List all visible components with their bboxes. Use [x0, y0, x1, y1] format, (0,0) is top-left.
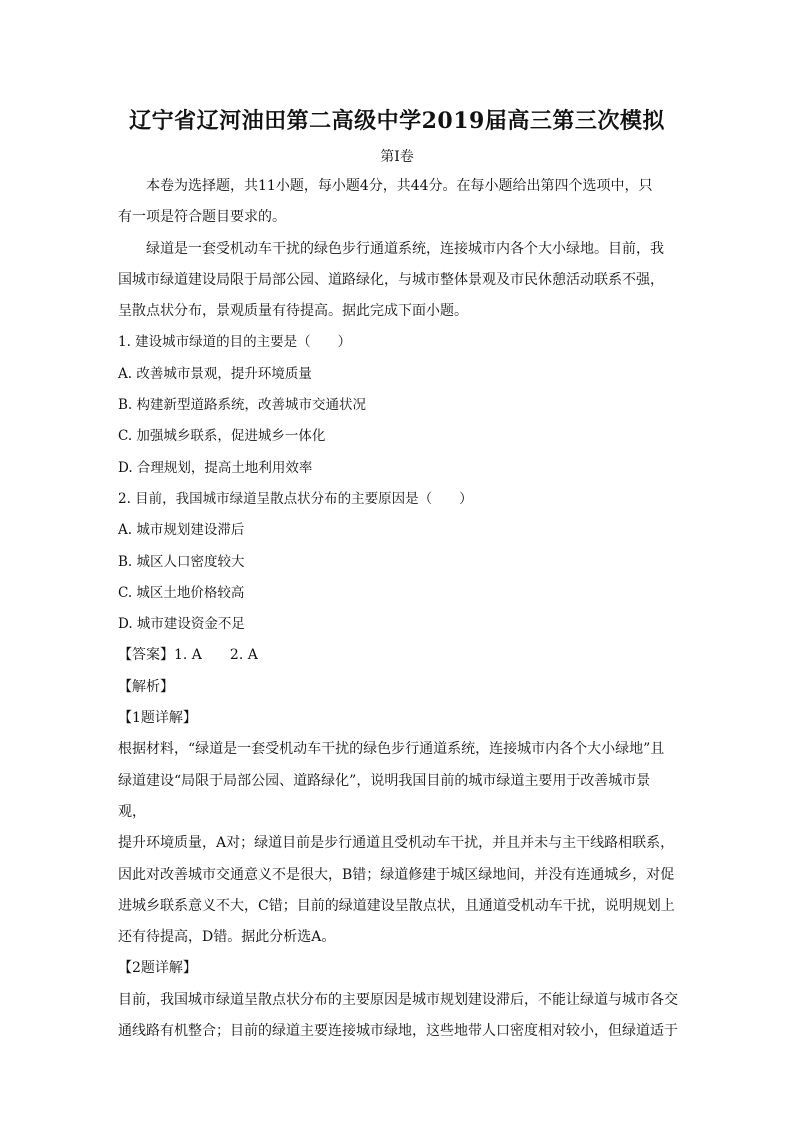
question-1-option-c: C. 加强城乡联系，促进城乡一体化 — [118, 428, 326, 445]
passage-line: 绿道是一套受机动车干扰的绿色步行通道系统，连接城市内各个大小绿地。目前，我 — [146, 240, 664, 257]
detail-1-line: 进城乡联系意义不大，C错；目前的绿道建设呈散点状，且通道受机动车干扰，说明规划上 — [118, 897, 675, 914]
detail-1-line: 因此对改善城市交通意义不是很大，B错；绿道修建于城区绿地间，并没有连通城乡，对促 — [118, 866, 675, 883]
section-label: 第Ⅰ卷 — [380, 149, 414, 165]
question-2-option-b: B. 城区人口密度较大 — [118, 553, 245, 570]
detail-2-line: 通线路有机整合；目前的绿道主要连接城市绿地，这些地带人口密度相对较小，但绿道适于 — [118, 1023, 678, 1040]
question-1-option-d: D. 合理规划，提高土地利用效率 — [118, 459, 313, 476]
question-1-stem: 1. 建设城市绿道的目的主要是（ ） — [118, 334, 352, 351]
detail-2-line: 目前，我国城市绿道呈散点状分布的主要原因是城市规划建设滞后，不能让绿道与城市各交 — [118, 991, 678, 1008]
detail-2-label: 【2题详解】 — [118, 960, 197, 977]
passage-line: 呈散点状分布，景观质量有待提高。据此完成下面小题。 — [118, 303, 468, 320]
intro-line: 本卷为选择题，共11小题，每小题4分，共44分。在每小题给出第四个选项中，只 — [146, 178, 653, 194]
intro-line: 有一项是符合题目要求的。 — [118, 209, 286, 226]
question-2-stem: 2. 目前，我国城市绿道呈散点状分布的主要原因是（ ） — [118, 490, 473, 507]
question-2-option-a: A. 城市规划建设滞后 — [118, 522, 245, 539]
answer-line — [118, 640, 678, 671]
detail-1-label: 【1题详解】 — [118, 710, 197, 727]
question-1-option-a: A. 改善城市景观，提升环境质量 — [118, 365, 312, 382]
question-2-option-d: D. 城市建设资金不足 — [118, 616, 245, 633]
question-2-option-c: C. 城区土地价格较高 — [118, 584, 245, 601]
detail-1-line: 绿道建设“局限于局部公园、道路绿化”，说明我国目前的城市绿道主要用于改善城市景观， — [118, 772, 651, 820]
analysis-label: 【解析】 — [118, 678, 174, 695]
document-title: 辽宁省辽河油田第二高级中学2019届高三第三次模拟 — [129, 108, 665, 134]
question-1-option-b: B. 构建新型道路系统，改善城市交通状况 — [118, 397, 367, 414]
answer-2: 2. A — [229, 647, 258, 664]
detail-1-line: 还有待提高，D错。据此分析选A。 — [118, 929, 336, 946]
answer-label: 【答案】 — [118, 647, 174, 664]
passage-line: 国城市绿道建设局限于局部公园、道路绿化，与城市整体景观及市民休憩活动联系不强， — [118, 271, 664, 288]
detail-1-line: 根据材料，“绿道是一套受机动车干扰的绿色步行通道系统，连接城市内各个大小绿地”且 — [118, 741, 665, 758]
document-body — [118, 171, 678, 1047]
answer-1: 1. A — [174, 647, 202, 664]
detail-1-line: 提升环境质量，A对；绿道目前是步行通道且受机动车干扰，并且并未与主干线路相联系， — [118, 835, 675, 852]
